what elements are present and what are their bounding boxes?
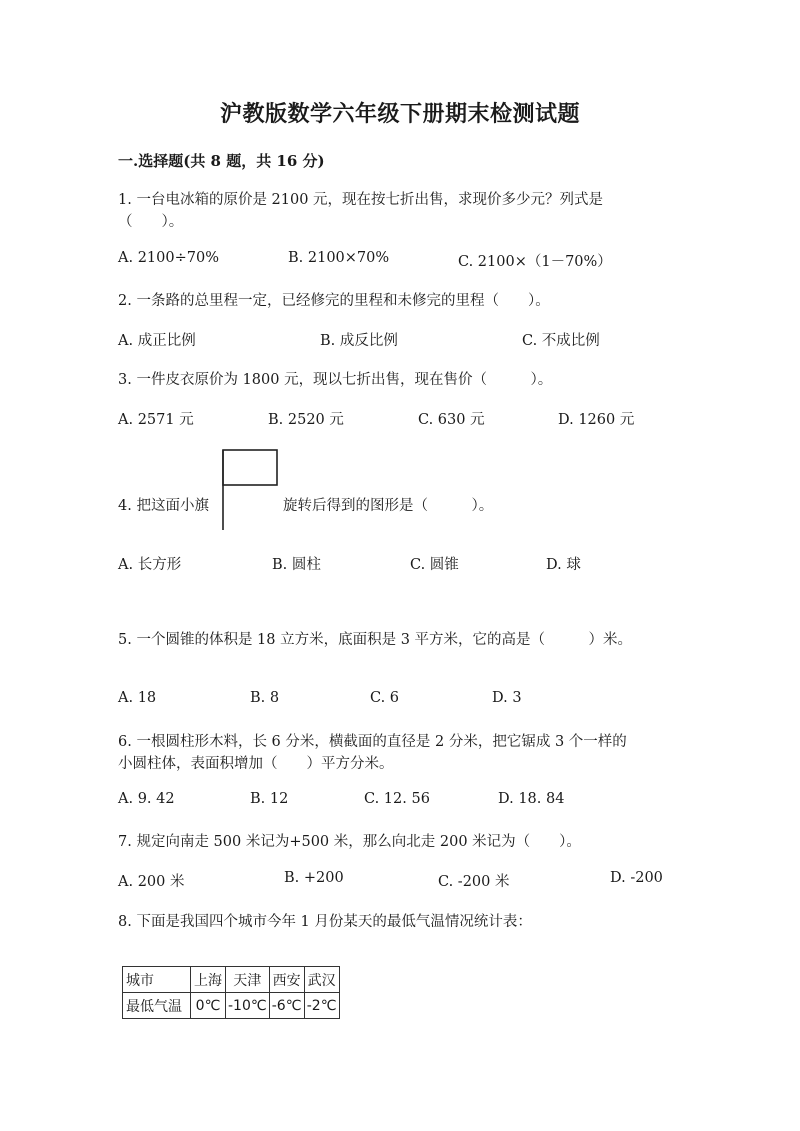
question-1-option-b: B. 2100×70% bbox=[288, 250, 390, 266]
question-6-stem-line-2: 小圆柱体，表面积增加（ ）平方分米。 bbox=[118, 756, 394, 772]
question-2-option-b: B. 成反比例 bbox=[320, 333, 398, 349]
question-3-option-b: B. 2520 元 bbox=[268, 412, 344, 428]
table-cell: 0℃ bbox=[191, 993, 226, 1019]
table-cell: 西安 bbox=[269, 967, 304, 993]
question-7-stem: 7. 规定向南走 500 米记为+500 米，那么向北走 200 米记为（ ）。 bbox=[118, 834, 581, 850]
temperature-table bbox=[122, 966, 340, 1019]
question-8-stem: 8. 下面是我国四个城市今年 1 月份某天的最低气温情况统计表： bbox=[118, 914, 532, 930]
question-3-option-a: A. 2571 元 bbox=[118, 412, 194, 428]
question-3-stem: 3. 一件皮衣原价为 1800 元，现以七折出售，现在售价（ ）。 bbox=[118, 372, 553, 388]
question-7-option-c: C. -200 米 bbox=[438, 874, 510, 890]
question-6-stem-line-1: 6. 一根圆柱形木料，长 6 分米，横截面的直径是 2 分米，把它锯成 3 个一样的 bbox=[118, 734, 627, 750]
question-1-stem-line-2: （ ）。 bbox=[118, 214, 184, 230]
question-2-option-a: A. 成正比例 bbox=[118, 333, 196, 349]
question-6-option-a: A. 9. 42 bbox=[118, 791, 175, 807]
table-row bbox=[123, 993, 340, 1019]
question-5-option-d: D. 3 bbox=[492, 690, 522, 706]
table-cell: 最低气温 bbox=[123, 993, 191, 1019]
question-4-stem-before: 4. 把这面小旗 bbox=[118, 498, 209, 514]
question-5-option-b: B. 8 bbox=[250, 690, 280, 706]
question-7-option-b: B. +200 bbox=[284, 870, 344, 886]
question-5-stem: 5. 一个圆锥的体积是 18 立方米，底面积是 3 平方米，它的高是（ ）米。 bbox=[118, 632, 633, 648]
question-4-option-c: C. 圆锥 bbox=[410, 557, 459, 573]
page-title: 沪教版数学六年级下册期末检测试题 bbox=[219, 101, 580, 127]
question-6-option-b: B. 12 bbox=[250, 791, 289, 807]
table-cell: -6℃ bbox=[269, 993, 304, 1019]
question-2-stem: 2. 一条路的总里程一定，已经修完的里程和未修完的里程（ ）。 bbox=[118, 293, 550, 309]
question-2-option-c: C. 不成比例 bbox=[522, 333, 600, 349]
flag-figure bbox=[220, 448, 282, 532]
question-7-option-d: D. -200 bbox=[610, 870, 663, 886]
table-cell: 武汉 bbox=[304, 967, 339, 993]
question-7-option-a: A. 200 米 bbox=[118, 874, 185, 890]
question-1-option-a: A. 2100÷70% bbox=[118, 250, 219, 266]
question-5-option-c: C. 6 bbox=[370, 690, 400, 706]
question-3-option-c: C. 630 元 bbox=[418, 412, 485, 428]
table-header-row bbox=[123, 967, 340, 993]
table-cell: -2℃ bbox=[304, 993, 339, 1019]
question-6-option-c: C. 12. 56 bbox=[364, 791, 430, 807]
question-4-stem-after: 旋转后得到的图形是（ ）。 bbox=[283, 498, 494, 514]
section-heading: 一.选择题(共 8 题，共 16 分) bbox=[118, 152, 325, 170]
table-cell: 城市 bbox=[123, 967, 191, 993]
flag-rectangle bbox=[223, 450, 277, 485]
question-1-stem-line-1: 1. 一台电冰箱的原价是 2100 元，现在按七折出售，求现价多少元？列式是 bbox=[118, 192, 604, 208]
table-cell: -10℃ bbox=[226, 993, 270, 1019]
question-6-option-d: D. 18. 84 bbox=[498, 791, 565, 807]
question-4-option-b: B. 圆柱 bbox=[272, 557, 321, 573]
table-cell: 天津 bbox=[226, 967, 270, 993]
question-4-option-a: A. 长方形 bbox=[118, 557, 182, 573]
question-3-option-d: D. 1260 元 bbox=[558, 412, 635, 428]
question-5-option-a: A. 18 bbox=[118, 690, 157, 706]
table-cell: 上海 bbox=[191, 967, 226, 993]
question-4-option-d: D. 球 bbox=[546, 557, 581, 573]
question-1-option-c: C. 2100×（1－70%） bbox=[458, 254, 612, 270]
